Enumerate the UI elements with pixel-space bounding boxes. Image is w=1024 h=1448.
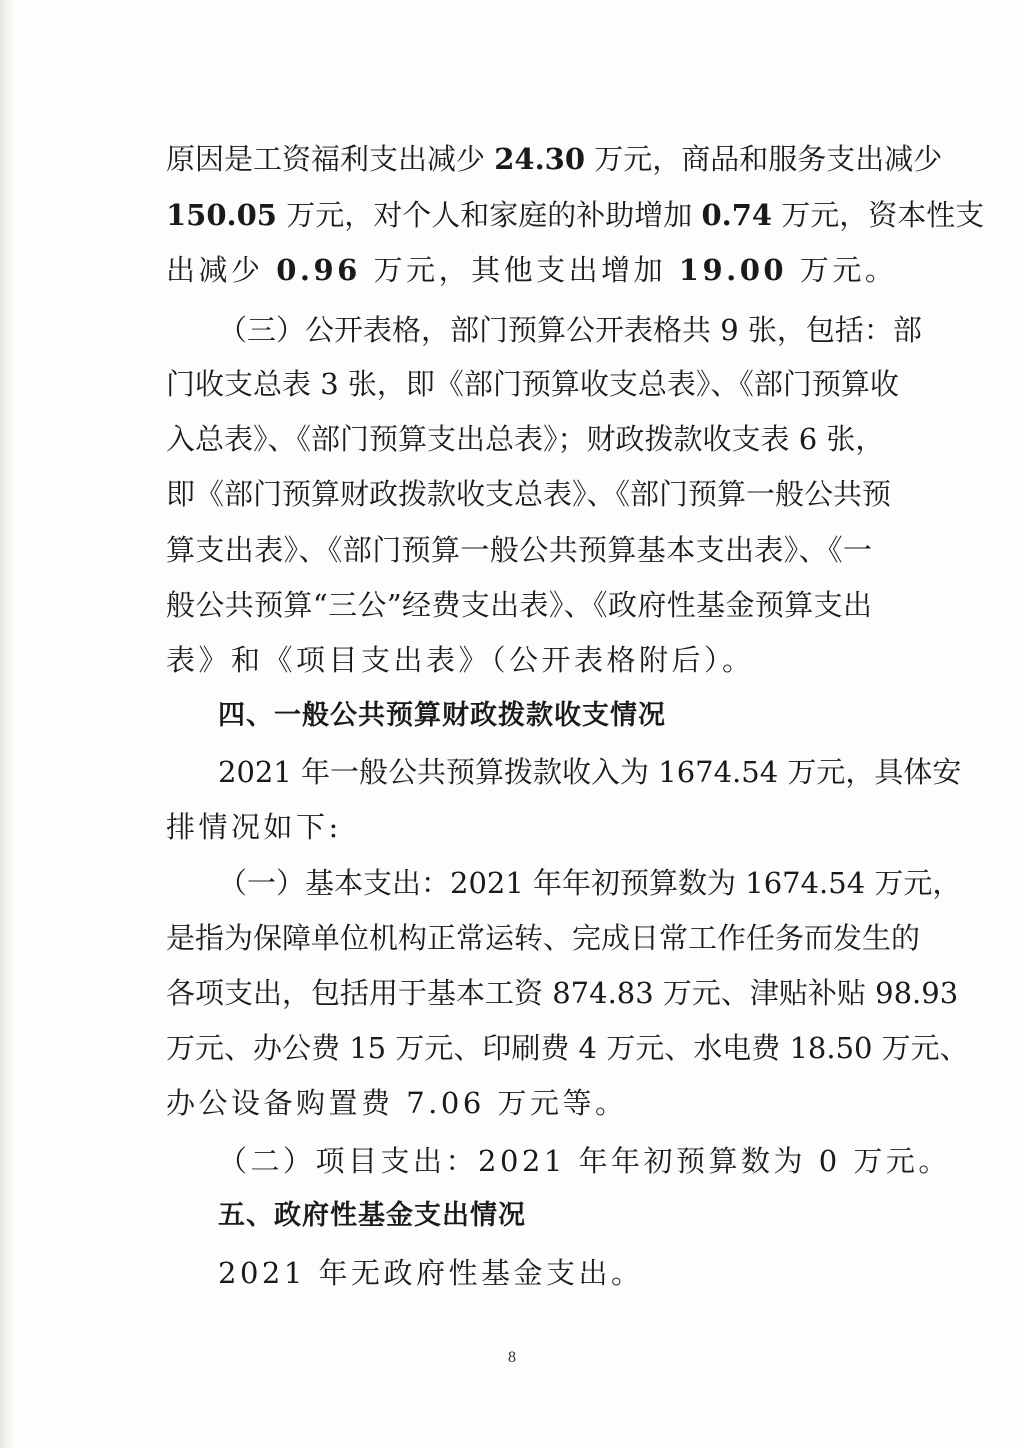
section-5-heading: 五、政府性基金支出情况 — [218, 1200, 526, 1231]
scan-edge-shadow — [0, 0, 14, 1448]
amount-capital: 0.96 — [276, 253, 361, 287]
paragraph-2-line-4: 即《部门预算财政拨款收支总表》、《部门预算一般公共预 — [166, 477, 892, 511]
basic-expenditure-line-5: 办公设备购置费 7.06 万元等。 — [166, 1086, 628, 1120]
section-5-text: 2021 年无政府性基金支出。 — [218, 1256, 644, 1290]
page-number: 8 — [508, 1349, 516, 1366]
paragraph-2-line-2: 门收支总表 3 张，即《部门预算收支总表》、《部门预算收 — [166, 367, 899, 401]
basic-expenditure-line-3: 各项支出，包括用于基本工资 874.83 万元、津贴补贴 98.93 — [166, 976, 959, 1010]
paragraph-2-line-7: 表》和《项目支出表》（公开表格附后）。 — [166, 643, 755, 677]
amount-other: 19.00 — [678, 253, 788, 287]
text-segment: 万元，商品和服务支出减少 — [585, 142, 943, 176]
text-segment: 万元。 — [787, 253, 898, 287]
section-4-heading: 四、一般公共预算财政拨款收支情况 — [218, 700, 666, 731]
amount-goods-services: 150.05 — [166, 198, 277, 232]
amount-subsidy: 0.74 — [701, 198, 773, 232]
project-expenditure-line: （二）项目支出：2021 年年初预算数为 0 万元。 — [218, 1144, 951, 1178]
basic-expenditure-line-4: 万元、办公费 15 万元、印刷费 4 万元、水电费 18.50 万元、 — [166, 1031, 969, 1065]
text-segment: 万元，资本性支 — [772, 198, 985, 232]
basic-expenditure-line-1: （一）基本支出：2021 年年初预算数为 1674.54 万元， — [218, 866, 962, 900]
text-segment: 万元，其他支出增加 — [360, 253, 679, 287]
text-segment: 万元，对个人和家庭的补助增加 — [277, 198, 702, 232]
section-4-intro-line-1: 2021 年一般公共预算拨款收入为 1674.54 万元，具体安 — [218, 755, 962, 789]
paragraph-1-line-2 — [166, 195, 985, 235]
amount-wage-welfare: 24.30 — [494, 142, 586, 176]
text-segment: 出减少 — [166, 253, 277, 287]
paragraph-2-line-6: 般公共预算“三公”经费支出表》、《政府性基金预算支出 — [166, 588, 872, 622]
paragraph-1-line-1 — [166, 139, 943, 179]
basic-expenditure-line-2: 是指为保障单位机构正常运转、完成日常工作任务而发生的 — [166, 921, 921, 955]
text-segment: 原因是工资福利支出减少 — [166, 142, 495, 176]
paragraph-1-line-3 — [166, 250, 897, 290]
section-4-intro-line-2: 排情况如下: — [166, 810, 342, 844]
paragraph-2-line-1: （三）公开表格，部门预算公开表格共 9 张，包括：部 — [218, 313, 922, 347]
paragraph-2-line-5: 算支出表》、《部门预算一般公共预算基本支出表》、《一 — [166, 533, 872, 567]
paragraph-2-line-3: 入总表》、《部门预算支出总表》；财政拨款收支表 6 张， — [166, 422, 885, 456]
